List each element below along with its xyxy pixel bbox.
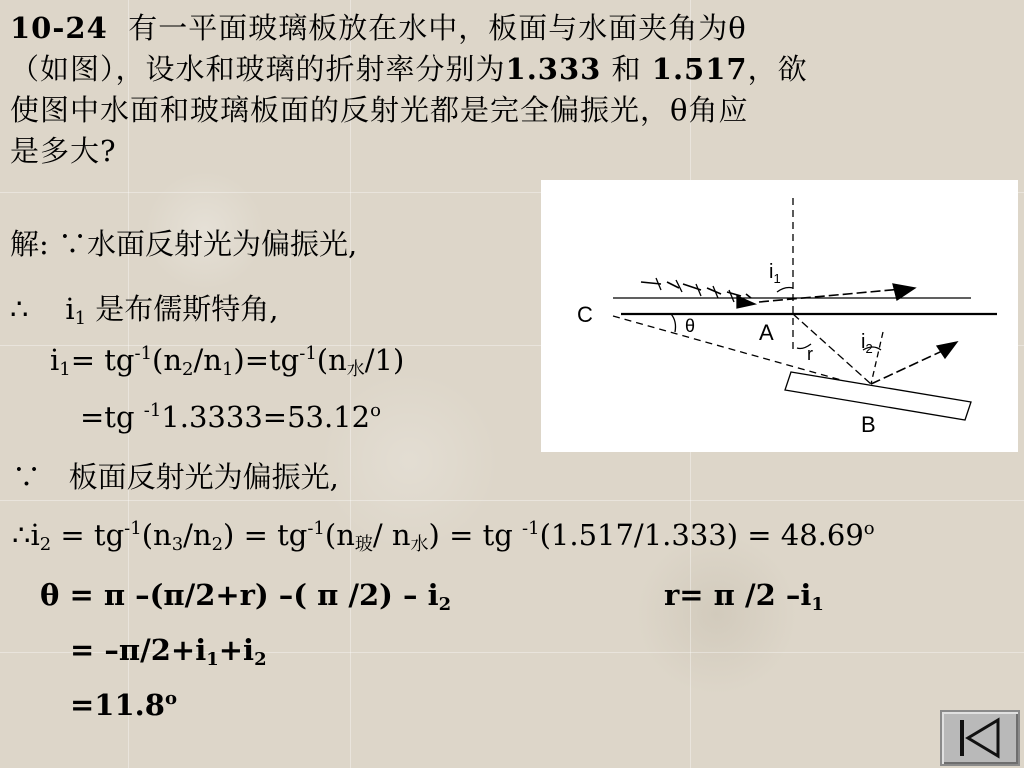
equation-part: (1.517/1.333) = 48.69 — [539, 518, 864, 552]
solution-line-6 — [12, 518, 875, 556]
solution-line-5 — [12, 455, 339, 496]
problem-text: 使图中水面和玻璃板面的反射光都是完全偏振光，θ角应 — [10, 93, 749, 127]
superscript: o — [164, 688, 177, 709]
equation-part: (n — [141, 518, 172, 552]
solution-line-9 — [70, 688, 177, 722]
superscript: -1 — [143, 400, 162, 421]
subscript: 2 — [254, 649, 267, 670]
solution-line-2 — [10, 287, 279, 329]
problem-text: （如图），设水和玻璃的折射率分别为 — [10, 52, 506, 86]
label-a: A — [759, 320, 774, 345]
label-b: B — [861, 412, 876, 437]
therefore-symbol: ∴ — [10, 292, 29, 326]
problem-text: 是多大? — [10, 134, 117, 168]
equation-part: (n — [152, 343, 183, 377]
superscript: -1 — [134, 343, 153, 364]
subscript: 2 — [211, 534, 224, 555]
problem-line-3 — [10, 90, 1016, 131]
polarization-mark — [676, 280, 682, 292]
refraction-diagram — [541, 180, 1018, 452]
subscript: 2 — [438, 594, 452, 615]
equation-part: =11.8 — [70, 688, 165, 722]
subscript: 水 — [410, 534, 429, 555]
label-i2: $i_2$ — [861, 331, 873, 356]
solution-line-8 — [70, 633, 267, 670]
equation-part: ∴i — [12, 518, 40, 552]
equation-part: /n — [193, 343, 222, 377]
problem-statement — [10, 8, 1016, 172]
arrow-head — [937, 342, 957, 358]
subscript: 1 — [206, 649, 219, 670]
problem-text: 和 — [611, 52, 642, 86]
subscript: 2 — [39, 534, 52, 555]
solution-line-4 — [80, 400, 381, 434]
superscript: o — [863, 518, 875, 539]
solution-text: 板面反射光为偏振光, — [68, 460, 339, 494]
subscript: 3 — [171, 534, 184, 555]
equation-part: 1.3333=53.12 — [161, 400, 371, 434]
glass-plate — [785, 372, 971, 420]
problem-line-2 — [10, 49, 1016, 90]
equation-part: +i — [218, 633, 255, 667]
solution-line-7 — [40, 578, 451, 615]
label-c: C — [577, 302, 593, 327]
superscript: -1 — [124, 518, 142, 539]
label-i1: $i_1$ — [769, 261, 781, 286]
equation-part: θ = π –(π/2+r) –( π /2) – i — [40, 578, 439, 612]
theta-arc — [671, 314, 676, 332]
equation-part: = tg — [51, 518, 125, 552]
equation-part: / n — [372, 518, 411, 552]
solution-line-7-r — [664, 578, 824, 615]
subscript: 玻 — [354, 534, 373, 555]
subscript: 1 — [59, 359, 71, 380]
solution-line-1 — [10, 222, 357, 263]
solution-line-3 — [50, 343, 404, 381]
refracted-ray — [793, 314, 871, 384]
label-r: r — [807, 344, 813, 364]
i1-arc — [777, 288, 793, 293]
water-index: 1.333 — [505, 52, 602, 86]
superscript: o — [370, 400, 381, 421]
label-theta: θ — [685, 316, 696, 336]
equation-part: =tg — [80, 400, 135, 434]
glass-index: 1.517 — [651, 52, 748, 86]
subscript: 2 — [182, 359, 194, 380]
subscript: 1 — [811, 594, 824, 615]
subscript: 1 — [221, 359, 234, 380]
superscript: -1 — [307, 518, 325, 539]
equation-part: /n — [183, 518, 212, 552]
first-slide-button[interactable] — [940, 710, 1020, 766]
problem-number: 10-24 — [10, 11, 108, 45]
equation-part: i — [50, 343, 60, 377]
background-texture-line — [0, 500, 1024, 501]
subscript: 1 — [74, 308, 87, 329]
superscript: -1 — [299, 343, 317, 364]
equation-part: = –π/2+i — [70, 633, 207, 667]
equation-part: /1) — [364, 343, 405, 377]
equation-part: )=tg — [233, 343, 300, 377]
problem-text: ，欲 — [747, 52, 808, 86]
solution-label: 解: ∵ — [10, 227, 87, 261]
because-symbol: ∵ — [12, 460, 42, 494]
equation-part: (n — [316, 343, 347, 377]
equation-part: ) = tg — [428, 518, 513, 552]
symbol-i: i — [65, 292, 75, 326]
reflected-ray — [759, 288, 913, 302]
skip-to-start-icon — [942, 712, 1018, 764]
equation-part: = tg — [70, 343, 135, 377]
problem-text: 有一平面玻璃板放在水中，板面与水面夹角为θ — [128, 11, 747, 45]
polarization-mark — [729, 290, 734, 302]
superscript: -1 — [522, 518, 540, 539]
glass-normal — [871, 332, 883, 384]
equation-part: r= π /2 –i — [664, 578, 812, 612]
solution-text: 水面反射光为偏振光, — [87, 227, 358, 261]
solution-text: 是布儒斯特角, — [95, 292, 279, 326]
diagram-figure — [541, 180, 1018, 452]
subscript: 水 — [346, 359, 365, 380]
problem-line-4 — [10, 131, 1016, 172]
problem-line-1 — [10, 8, 1016, 49]
equation-part: (n — [324, 518, 355, 552]
equation-part: ) = tg — [223, 518, 308, 552]
